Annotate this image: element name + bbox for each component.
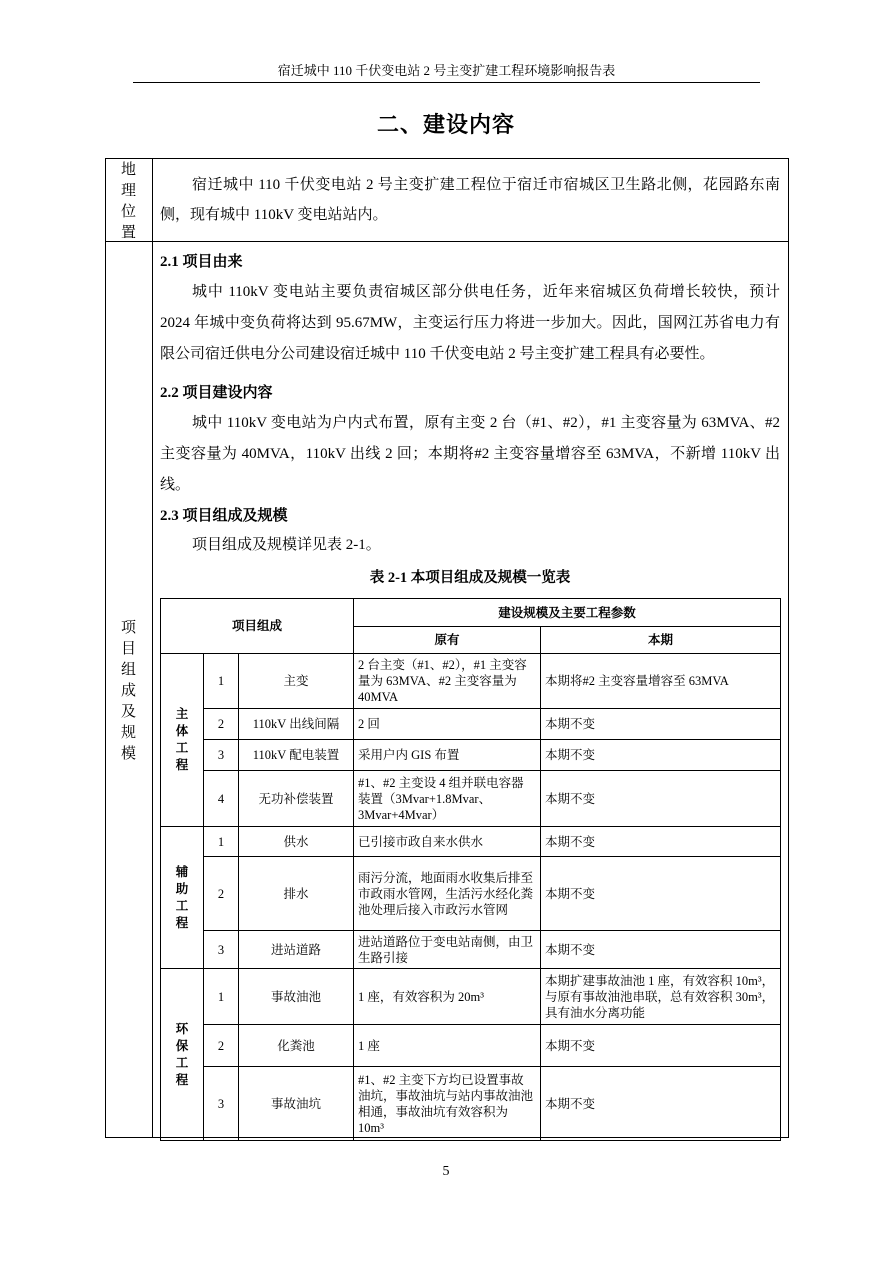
row-number: 2: [204, 1025, 239, 1067]
row-name: 事故油坑: [239, 1067, 354, 1141]
row-divider: [105, 241, 789, 242]
row-number: 1: [204, 654, 239, 709]
header-rule: [133, 82, 760, 83]
row-name: 供水: [239, 827, 354, 857]
label-column-divider: [152, 158, 153, 1138]
row-name: 主变: [239, 654, 354, 709]
row-original: 雨污分流，地面雨水收集后排至市政雨水管网，生活污水经化粪池处理后接入市政污水管网: [354, 857, 541, 931]
table-row: [161, 931, 781, 969]
geo-location-text: 宿迁城中 110 千伏变电站 2 号主变扩建工程位于宿迁市宿城区卫生路北侧，花园路东南侧，现有城中 110kV 变电站站内。: [160, 177, 780, 223]
header-current: 本期: [541, 627, 781, 654]
project-scale-label: 项 目 组 成 及 规 模: [120, 620, 136, 762]
row-original: 2 台主变（#1、#2），#1 主变容量为 63MVA、#2 主变容量为 40MVA: [354, 654, 541, 709]
table-row: [161, 771, 781, 827]
table-row: [161, 740, 781, 771]
table-caption: 表 2-1 本项目组成及规模一览表: [369, 570, 571, 586]
row-name: 110kV 出线间隔: [239, 709, 354, 740]
subsection-2-2-title: 2.2 项目建设内容: [160, 385, 273, 401]
header-params: 建设规模及主要工程参数: [354, 599, 781, 627]
row-name: 排水: [239, 857, 354, 931]
table-row: [161, 1067, 781, 1141]
row-number: 2: [204, 857, 239, 931]
row-number: 3: [204, 1067, 239, 1141]
row-number: 2: [204, 709, 239, 740]
row-number: 4: [204, 771, 239, 827]
row-name: 110kV 配电装置: [239, 740, 354, 771]
table-row: [161, 969, 781, 1025]
table-row: [161, 827, 781, 857]
category-main-works: 主 体 工 程: [161, 654, 204, 827]
row-name: 进站道路: [239, 931, 354, 969]
row-original: 采用户内 GIS 布置: [354, 740, 541, 771]
subsection-2-1-title: 2.1 项目由来: [160, 254, 243, 270]
table-row: [161, 857, 781, 931]
row-name: 化粪池: [239, 1025, 354, 1067]
table-row: [161, 654, 781, 709]
row-current: 本期不变: [541, 709, 781, 740]
row-number: 3: [204, 931, 239, 969]
row-original: 2 回: [354, 709, 541, 740]
row-original: 1 座，有效容积为 20m³: [354, 969, 541, 1025]
row-current: 本期不变: [541, 827, 781, 857]
project-scale-table: [160, 598, 781, 1141]
geo-location-label: 地 理 位 置: [120, 162, 136, 241]
subsection-2-3-text: 项目组成及规模详见表 2-1。: [192, 537, 381, 553]
row-name: 事故油池: [239, 969, 354, 1025]
row-current: 本期不变: [541, 931, 781, 969]
row-number: 3: [204, 740, 239, 771]
row-current: 本期不变: [541, 1067, 781, 1141]
row-name: 无功补偿装置: [239, 771, 354, 827]
subsection-2-3-title: 2.3 项目组成及规模: [160, 508, 288, 524]
subsection-2-2-text: 城中 110kV 变电站为户内式布置，原有主变 2 台（#1、#2），#1 主变容量为 63MVA、#2 主变容量为 40MVA，110kV 出线 2 回；本期将#2 主变容量增容至 63MVA，不新增 110kV 出线。: [160, 415, 780, 493]
row-original: #1、#2 主变下方均已设置事故油坑，事故油坑与站内事故油池相通，事故油坑有效容积为 10m³: [354, 1067, 541, 1141]
row-original: 已引接市政自来水供水: [354, 827, 541, 857]
section-title: 二、建设内容: [376, 113, 515, 138]
subsection-2-1-text: 城中 110kV 变电站主要负责宿城区部分供电任务，近年来宿城区负荷增长较快，预计 2024 年城中变负荷将达到 95.67MW，主变运行压力将进一步加大。因此，国网江苏省电力有限公司宿迁供电分公司建设宿迁城中 110 千伏变电站 2 号主变扩建工程具有必要性。: [160, 284, 780, 362]
row-current: 本期不变: [541, 857, 781, 931]
row-original: 1 座: [354, 1025, 541, 1067]
row-original: #1、#2 主变设 4 组并联电容器装置（3Mvar+1.8Mvar、3Mvar+4Mvar）: [354, 771, 541, 827]
running-header: 宿迁城中 110 千伏变电站 2 号主变扩建工程环境影响报告表: [277, 63, 616, 78]
row-original: 进站道路位于变电站南侧，由卫生路引接: [354, 931, 541, 969]
header-original: 原有: [354, 627, 541, 654]
row-current: 本期不变: [541, 1025, 781, 1067]
page-number: 5: [442, 1164, 450, 1179]
row-number: 1: [204, 827, 239, 857]
row-number: 1: [204, 969, 239, 1025]
header-component: 项目组成: [161, 599, 354, 654]
table-row: [161, 1025, 781, 1067]
row-current: 本期不变: [541, 740, 781, 771]
table-row: [161, 709, 781, 740]
row-current: 本期扩建事故油池 1 座，有效容积 10m³，与原有事故油池串联，总有效容积 30m³，具有油水分离功能: [541, 969, 781, 1025]
row-current: 本期将#2 主变容量增容至 63MVA: [541, 654, 781, 709]
category-auxiliary-works: 辅 助 工 程: [161, 827, 204, 969]
category-environmental-works: 环 保 工 程: [161, 969, 204, 1141]
row-current: 本期不变: [541, 771, 781, 827]
